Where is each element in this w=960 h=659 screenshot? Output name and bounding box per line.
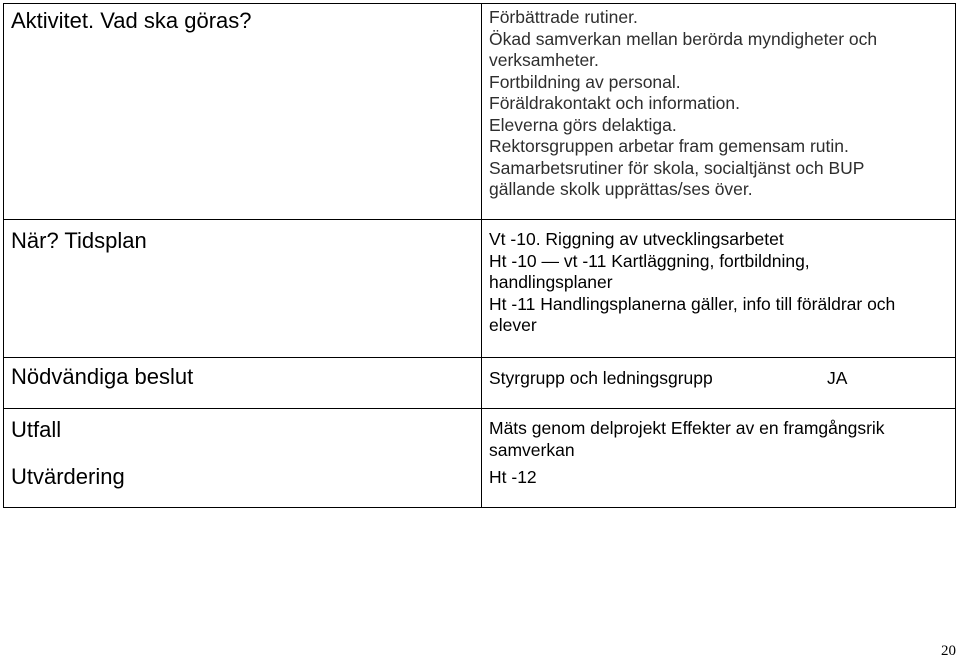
label-cell — [4, 358, 482, 409]
row-label: Nödvändiga beslut — [11, 364, 194, 389]
content-cell — [482, 4, 956, 220]
content-line: Styrgrupp och ledningsgrupp — [489, 368, 713, 388]
row-label: Aktivitet. Vad ska göras? — [11, 8, 252, 33]
content-cell — [482, 358, 956, 409]
content-line: Ht -10 — vt -11 Kartläggning, fortbildning, — [489, 250, 810, 271]
page-number: 20 — [941, 643, 956, 659]
row-label: Utvärdering — [11, 464, 125, 489]
content-line: Ht -12 — [489, 467, 537, 487]
row-tidsplan — [4, 220, 956, 358]
decision-value: JA — [827, 368, 848, 388]
content-line: Rektorsgruppen arbetar fram gemensam rutin. — [489, 136, 849, 156]
label-cell — [4, 4, 482, 220]
row-beslut — [4, 358, 956, 409]
row-label: När? Tidsplan — [11, 228, 147, 253]
content-line: Ökad samverkan mellan berörda myndigheter och — [489, 28, 878, 49]
label-cell — [4, 464, 482, 508]
content-line: Förbättrade rutiner. — [489, 7, 638, 27]
content-line: Eleverna görs delaktiga. — [489, 114, 677, 135]
content-cell — [482, 220, 956, 358]
content-line: gällande skolk upprättas/ses över. — [489, 179, 753, 199]
content-line: elever — [489, 315, 537, 335]
plan-table — [3, 3, 956, 508]
content-line: samverkan — [489, 439, 575, 460]
content-line: Fortbildning av personal. — [489, 71, 681, 92]
content-line: verksamheter. — [489, 50, 599, 70]
row-utfall — [4, 409, 956, 465]
content-line: Ht -11 Handlingsplanerna gäller, info till föräldrar och — [489, 293, 896, 314]
row-label: Utfall — [11, 417, 62, 442]
label-cell — [4, 409, 482, 465]
label-cell — [4, 220, 482, 358]
content-line: handlingsplaner — [489, 272, 613, 292]
row-utvardering — [4, 464, 956, 508]
content-cell — [482, 409, 956, 465]
content-cell — [482, 464, 956, 508]
content-line: Mäts genom delprojekt Effekter av en framgångsrik — [489, 418, 885, 438]
row-aktivitet — [4, 4, 956, 220]
content-line: Föräldrakontakt och information. — [489, 93, 740, 113]
content-line: Vt -10. Riggning av utvecklingsarbetet — [489, 229, 784, 249]
content-line: Samarbetsrutiner för skola, socialtjänst och BUP — [489, 157, 865, 178]
